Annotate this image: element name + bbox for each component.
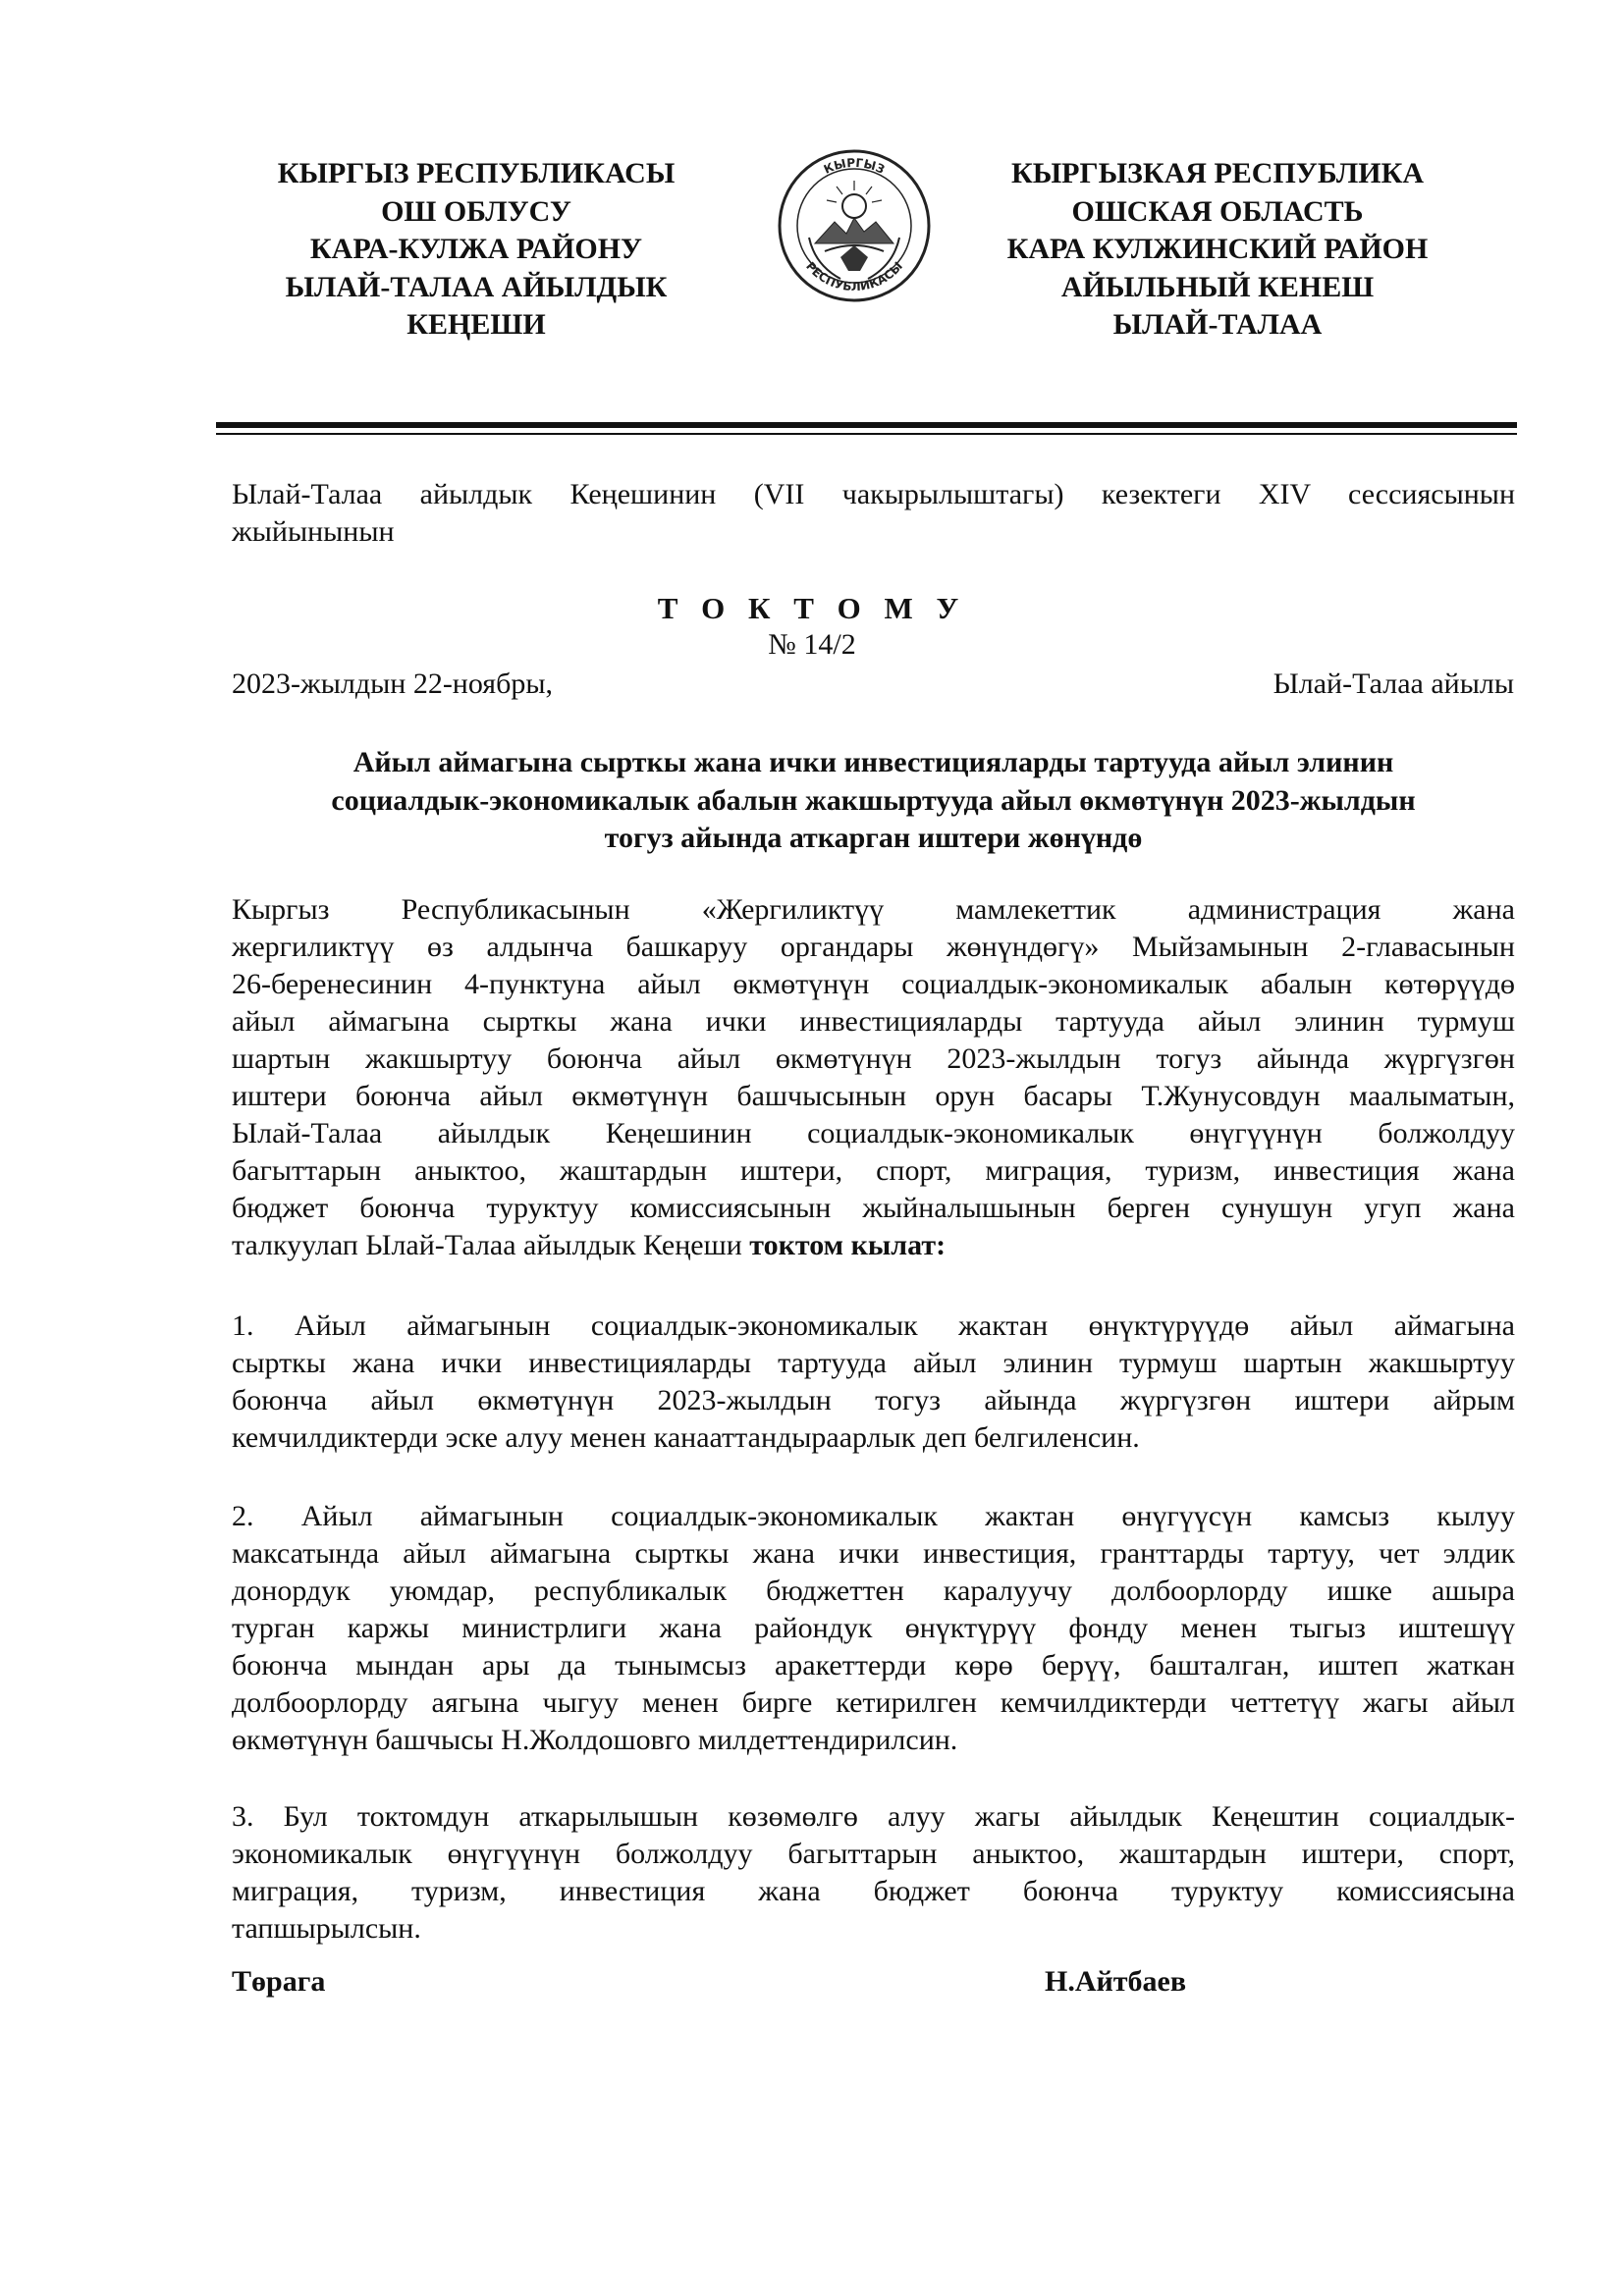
preamble-line: бюджет боюнча туруктуу комиссиясынын жыйналышынын берген сунушун угуп жана bbox=[232, 1192, 1515, 1224]
clause-3-line: миграция, туризм, инвестиция жана бюджет боюнча туруктуу комиссиясына bbox=[232, 1875, 1515, 1907]
clause-2-line: 2. Айыл аймагынын социалдык-экономикалык жактан өнүгүүсүн камсыз кылуу bbox=[232, 1500, 1515, 1532]
clause-1-line: боюнча айыл өкмөтүнүн 2023-жылдын тогуз айында жүргүзгөн иштери айрым bbox=[232, 1384, 1515, 1416]
preamble-last-text: талкуулап Ылай-Талаа айылдык Кеңеши bbox=[232, 1229, 750, 1261]
header-left-kyrgyz bbox=[196, 155, 756, 345]
preamble-last-line bbox=[232, 1227, 1515, 1264]
svg-text:КЫРГЫЗ bbox=[822, 156, 887, 177]
header-right-russian bbox=[943, 155, 1492, 345]
clause-1-line: 1. Айыл аймагынын социалдык-экономикалык жактан өнүктүрүүдө айыл аймагына bbox=[232, 1309, 1515, 1342]
clause-3-line: экономикалык өнүгүүнүн болжолдуу багыттарын аныктоо, жаштардын иштери, спорт, bbox=[232, 1838, 1515, 1870]
header-right-line: КЫРГЫЗКАЯ РЕСПУБЛИКА bbox=[1010, 157, 1425, 189]
clause-2-line: донордук уюмдар, республикалык бюджеттен каралуучу долбоорлорду ишке ашыра bbox=[232, 1575, 1515, 1607]
header-right-line: ЫЛАЙ-ТАЛАА bbox=[1112, 308, 1323, 341]
document-title: Т О К Т О М У bbox=[657, 591, 967, 625]
emblem-text-top: КЫРГЫЗ bbox=[821, 155, 888, 177]
subject-line: Айыл аймагына сырткы жана ички инвестицияларды тартууда айыл элинин bbox=[352, 746, 1394, 778]
session-line: Ылай-Талаа айылдык Кеңешинин (VII чакырылыштагы) кезектеги XIV сессиясынын bbox=[232, 478, 1515, 510]
document-date: 2023-жылдын 22-ноябры, bbox=[232, 667, 554, 700]
preamble-line: айыл аймагына сырткы жана ички инвестицияларды тартууда айыл элинин турмуш bbox=[232, 1005, 1515, 1038]
clause-2 bbox=[232, 1498, 1515, 1759]
clause-2-line: максатында айыл аймагына сырткы жана ички инвестиция, гранттарды тартуу, чет элдик bbox=[232, 1537, 1515, 1570]
preamble-line: Кыргыз Республикасынын «Жергиликтүү мамлекеттик администрация жана bbox=[232, 893, 1515, 926]
resolution-phrase: токтом кылат: bbox=[749, 1229, 947, 1261]
preamble-paragraph bbox=[232, 891, 1515, 1264]
header-left-line: КАРА-КУЛЖА РАЙОНУ bbox=[309, 233, 643, 265]
header-right-line: ОШСКАЯ ОБЛАСТЬ bbox=[1071, 194, 1364, 228]
document-place: Ылай-Талаа айылы bbox=[1272, 667, 1514, 700]
subject-line: тогуз айында аткарган иштери жөнүндө bbox=[604, 822, 1143, 854]
header-left-line: КЫРГЫЗ РЕСПУБЛИКАСЫ bbox=[277, 157, 676, 189]
preamble-line: 26-беренесинин 4-пунктуна айыл өкмөтүнүн социалдык-экономикалык абалын көтөрүүдө bbox=[232, 968, 1515, 1000]
clause-1-line: кемчилдиктерди эске алуу менен канааттандыраарлык деп белгиленсин. bbox=[232, 1421, 1140, 1454]
header-left-line: КЕҢЕШИ bbox=[406, 308, 546, 341]
header-left-line: ЫЛАЙ-ТАЛАА АЙЫЛДЫК bbox=[285, 270, 668, 303]
preamble-line: иштери боюнча айыл өкмөтүнүн башчысынын орун басары Т.Жунусовдун маалыматын, bbox=[232, 1080, 1515, 1112]
document-subject bbox=[232, 744, 1515, 858]
document-number: № 14/2 bbox=[768, 628, 856, 661]
header-right-line: КАРА КУЛЖИНСКИЙ РАЙОН bbox=[1006, 233, 1429, 265]
clause-2-line: өкмөтүнүн башчысы Н.Жолдошовго милдеттендирилсин. bbox=[232, 1724, 958, 1756]
preamble-line: шартын жакшыртуу боюнча айыл өкмөтүнүн 2023-жылдын тогуз айында жүргүзгөн bbox=[232, 1042, 1515, 1075]
session-line: жыйынынын bbox=[232, 515, 395, 548]
preamble-line: Ылай-Талаа айылдык Кеңешинин социалдык-экономикалык өнүгүүнүн болжолдуу bbox=[232, 1117, 1515, 1149]
clause-1-line: сырткы жана ички инвестицияларды тартууда айыл элинин турмуш шартын жакшыртуу bbox=[232, 1347, 1515, 1379]
emblem-text-bottom: РЕСПУБЛИКАСЫ bbox=[803, 259, 905, 294]
subject-line: социалдык-экономикалык абалын жакшыртууда айыл өкмөтүнүн 2023-жылдын bbox=[331, 783, 1416, 817]
clause-3 bbox=[232, 1798, 1515, 1948]
clause-2-line: долбоорлорду аягына чыгуу менен бирге кетирилген кемчилдиктерди четтетүү жагы айыл bbox=[232, 1686, 1515, 1719]
clause-2-line: турган каржы министрлиги жана райондук өнүктүрүү фонду менен тыгыз иштешүү bbox=[232, 1612, 1515, 1644]
preamble-line: жергиликтүү өз алдынча башкаруу органдары жөнүндөгү» Мыйзамынын 2-главасынын bbox=[232, 931, 1515, 963]
kyrgyz-state-emblem-icon bbox=[776, 147, 933, 304]
header-left-line: ОШ ОБЛУСУ bbox=[381, 194, 571, 228]
header-right-line: АЙЫЛЬНЫЙ КЕНЕШ bbox=[1060, 270, 1375, 303]
signature-role: Төрага bbox=[232, 1965, 326, 1998]
clause-3-line: тапшырылсын. bbox=[232, 1912, 421, 1945]
header-divider-thin bbox=[216, 433, 1517, 435]
preamble-line: багыттарын аныктоо, жаштардын иштери, спорт, миграция, туризм, инвестиция жана bbox=[232, 1154, 1515, 1187]
clause-3-line: 3. Бул токтомдун аткарылышын көзөмөлгө алуу жагы айылдык Кеңештин социалдык- bbox=[232, 1800, 1515, 1833]
clause-2-line: боюнча мындан ары да тынымсыз аракеттерди көрө берүү, башталган, иштеп жаткан bbox=[232, 1649, 1515, 1682]
signature-name: Н.Айтбаев bbox=[1045, 1965, 1187, 1998]
session-intro bbox=[232, 476, 1515, 551]
header-divider-thick bbox=[216, 422, 1517, 428]
clause-1 bbox=[232, 1308, 1515, 1457]
